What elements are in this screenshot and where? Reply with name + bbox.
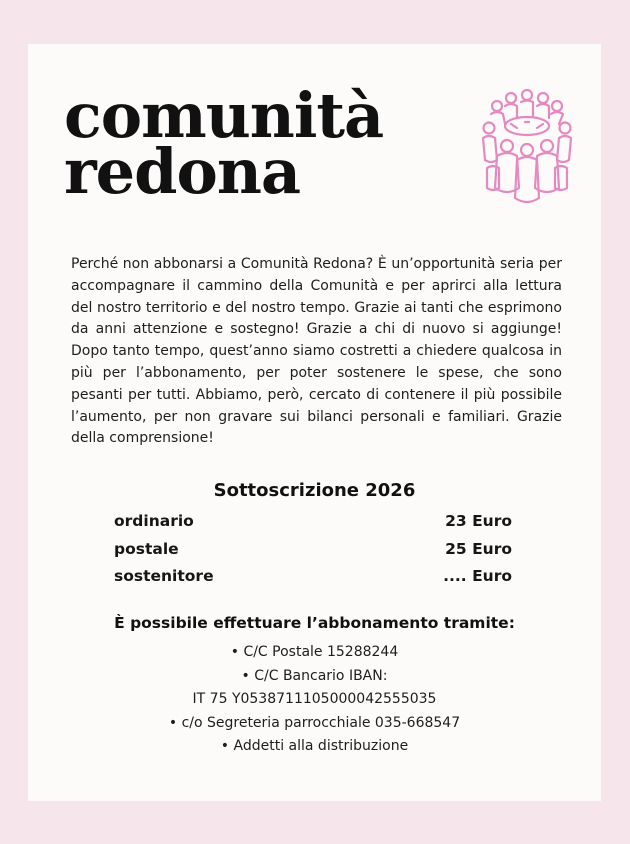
- subscription-title: Sottoscrizione 2026: [213, 480, 416, 501]
- payment-methods-title: È possibile effettuare l’abbonamento tramite:: [114, 614, 515, 632]
- payment-methods-list: [28, 641, 601, 759]
- price-label: sostenitore: [114, 567, 214, 585]
- price-value: 25 Euro: [445, 539, 512, 558]
- price-value: 23 Euro: [445, 512, 512, 530]
- price-row-postale: [114, 536, 512, 564]
- payment-method-postal-account: • C/C Postale 15288244: [230, 644, 399, 660]
- masthead-title: [64, 79, 384, 208]
- payment-method-parish-office: • c/o Segreteria parrocchiale 035-668547: [168, 714, 461, 731]
- payment-method-iban: IT 75 Y0538711105000042555035: [192, 691, 437, 708]
- price-label: ordinario: [114, 512, 194, 530]
- community-gathering-icon: [481, 88, 573, 208]
- subscription-price-list: [114, 508, 512, 591]
- price-label: postale: [114, 539, 179, 558]
- price-value: .... Euro: [443, 567, 512, 585]
- page: [28, 44, 601, 801]
- masthead-line-1: comunità: [64, 79, 384, 152]
- intro-paragraph: Perché non abbonarsi a Comunità Redona? È un’opportunità seria per accompagnare il cammino della Comunità e per aprirci alla lettura del nostro territorio e del nostro tempo. Grazie ai tanti che esprimono da anni attenzione e sostegno! Grazie a chi di nuovo si aggiunge! Dopo tanto tempo, quest’anno siamo costretti a chiedere qualcosa in più per l’abbonamento, per poter sostenere le spese, che sono pesanti per tutti. Abbiamo, però, cercato di contenere il più possibile l’aumento, per non gravare sui bilanci personali e familiari. Grazie della comprensione!: [71, 256, 562, 447]
- price-row-ordinario: [114, 508, 512, 536]
- price-row-sostenitore: [114, 563, 512, 591]
- masthead-line-2: redona: [64, 135, 301, 208]
- payment-method-distributors: • Addetti alla distribuzione: [220, 738, 409, 755]
- payment-method-bank-account: • C/C Bancario IBAN:: [241, 667, 388, 684]
